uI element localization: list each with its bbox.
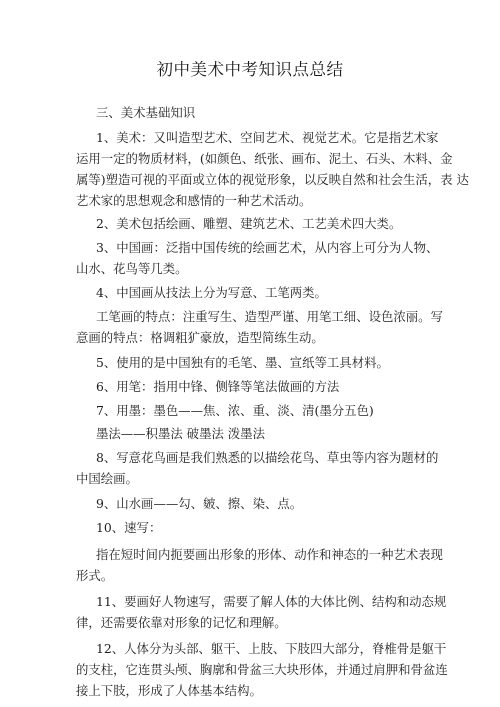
paragraph-line: 12、人体分为头部、躯干、上肢、下肢四大部分，脊椎骨是躯干 xyxy=(96,641,447,656)
paragraph-line: 接上下肢，形成了人体基本结构。 xyxy=(76,683,262,698)
paragraph-line: 工笔画的特点：注重写生、造型严谨、用笔工细、设色浓丽。写 xyxy=(96,309,443,324)
paragraph-line: 形式。 xyxy=(76,568,114,583)
paragraph-line: 中国绘画。 xyxy=(76,471,138,486)
paragraph-line: 8、写意花鸟画是我们熟悉的以描绘花鸟、草虫等内容为题材的 xyxy=(96,450,439,465)
paragraph-line: 墨法——积墨法 破墨法 泼墨法 xyxy=(96,426,265,441)
paragraph-line: 指在短时间内扼要画出形象的形体、动作和神态的一种艺术表现 xyxy=(96,547,443,562)
paragraph-line: 10、速写： xyxy=(96,520,162,535)
paragraph-line: 1、美术：又叫造型艺术、空间艺术、视觉艺术。它是指艺术家 xyxy=(96,130,439,145)
paragraph-line: 9、山水画——勾、皴、擦、染、点。 xyxy=(96,496,303,511)
paragraph-line: 律，还需要依靠对形象的记忆和理解。 xyxy=(76,615,287,630)
paragraph-line: 意画的特点：格调粗犷豪放，造型简练生动。 xyxy=(76,330,324,345)
paragraph-line: 属等)塑造可视的平面或立体的视觉形象，以反映自然和社会生活，表 达 xyxy=(76,172,469,187)
paragraph-line: 2、美术包括绘画、雕塑、建筑艺术、工艺美术四大类。 xyxy=(96,216,402,231)
paragraph-line: 山水、花鸟等几类。 xyxy=(76,261,188,276)
paragraph-line: 的支柱，它连贯头颅、胸廓和骨盆三大块形体，并通过肩胛和骨盆连 xyxy=(76,662,448,677)
paragraph-line: 5、使用的是中国独有的毛笔、墨、宣纸等工具材料。 xyxy=(96,355,389,370)
paragraph-line: 7、用墨：墨色——焦、浓、重、淡、清(墨分五色) xyxy=(96,403,374,418)
paragraph-line: 6、用笔：指用中锋、侧锋等笔法做画的方法 xyxy=(96,379,340,394)
paragraph-line: 3、中国画：泛指中国传统的绘画艺术，从内容上可分为人物、 xyxy=(96,240,439,255)
paragraph-line: 运用一定的物质材料，(如颜色、纸张、画布、泥土、石头、木料、金 xyxy=(76,151,453,166)
paragraph-line: 艺术家的思想观念和感情的一种艺术活动。 xyxy=(76,193,312,208)
paragraph-line: 11、要画好人物速写，需要了解人体的大体比例、结构和动态规 xyxy=(96,594,447,609)
section-heading: 三、美术基础知识 xyxy=(96,105,196,120)
page-title: 初中美术中考知识点总结 xyxy=(156,60,344,79)
paragraph-line: 4、中国画从技法上分为写意、工笔两类。 xyxy=(96,285,327,300)
